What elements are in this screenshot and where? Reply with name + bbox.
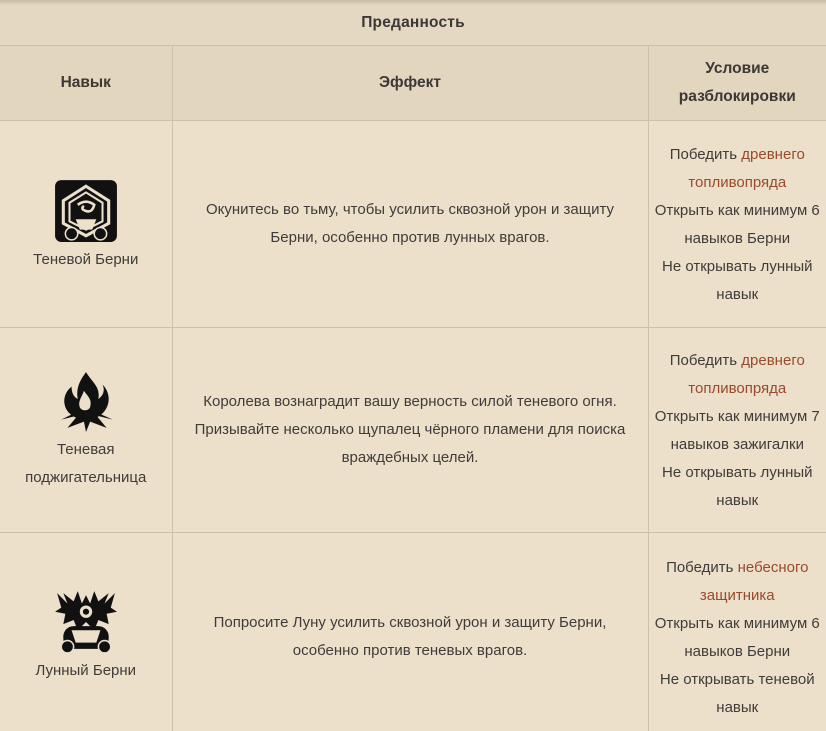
effect-cell <box>172 328 648 533</box>
defeat-condition: Победить древнего топливопряда <box>669 146 805 191</box>
skill-name: Теневая поджигательница <box>25 441 147 486</box>
unlock-condition: Открыть как минимум 6 навыков Берни <box>654 614 820 660</box>
defeat-target-link[interactable]: древнего топливопряда <box>688 146 805 191</box>
skill-cell <box>0 328 172 533</box>
shadow-firestarter-icon <box>53 368 119 434</box>
table-row <box>0 121 826 328</box>
condition-cell <box>648 328 826 533</box>
table-title: Преданность <box>0 0 826 46</box>
exclusion-condition: Не открывать лунный навык <box>661 258 813 303</box>
header-effect: Эффект <box>172 46 648 121</box>
defeat-target-link[interactable]: небесного защитника <box>699 558 809 604</box>
exclusion-condition: Не открывать лунный навык <box>661 464 813 509</box>
skill-cell <box>0 121 172 328</box>
effect-text: Попросите Луну усилить сквозной урон и защиту Берни, особенно против теневых врагов. <box>213 613 607 659</box>
defeat-condition: Победить древнего топливопряда <box>669 352 805 397</box>
unlock-condition: Открыть как минимум 6 навыков Берни <box>654 202 820 247</box>
effect-cell <box>172 121 648 328</box>
table-title-row <box>0 0 826 46</box>
condition-cell <box>648 533 826 731</box>
lunar-bernie-icon <box>53 589 119 655</box>
top-shadow-band <box>0 0 826 5</box>
skill-cell <box>0 533 172 731</box>
table-row <box>0 328 826 533</box>
defeat-condition: Победить небесного защитника <box>666 558 809 604</box>
effect-text: Окунитесь во тьму, чтобы усилить сквозной урон и защиту Берни, особенно против лунных врагов. <box>205 201 615 246</box>
defeat-target-link[interactable]: древнего топливопряда <box>688 352 805 397</box>
header-condition: Условие разблокировки <box>648 46 826 121</box>
header-skill: Навык <box>0 46 172 121</box>
shadow-bernie-icon <box>53 178 119 244</box>
effect-text: Призывайте несколько щупалец чёрного пламени для поиска враждебных целей. <box>194 421 626 466</box>
effect-text: Королева вознаградит вашу верность силой теневого огня. <box>203 393 617 410</box>
effect-cell <box>172 533 648 731</box>
table-row <box>0 533 826 731</box>
table-header-row <box>0 46 826 121</box>
skill-name: Теневой Берни <box>33 251 139 268</box>
unlock-condition: Открыть как минимум 7 навыков зажигалки <box>654 408 820 453</box>
condition-cell <box>648 121 826 328</box>
exclusion-condition: Не открывать теневой навык <box>659 670 815 716</box>
skill-name: Лунный Берни <box>35 661 137 679</box>
